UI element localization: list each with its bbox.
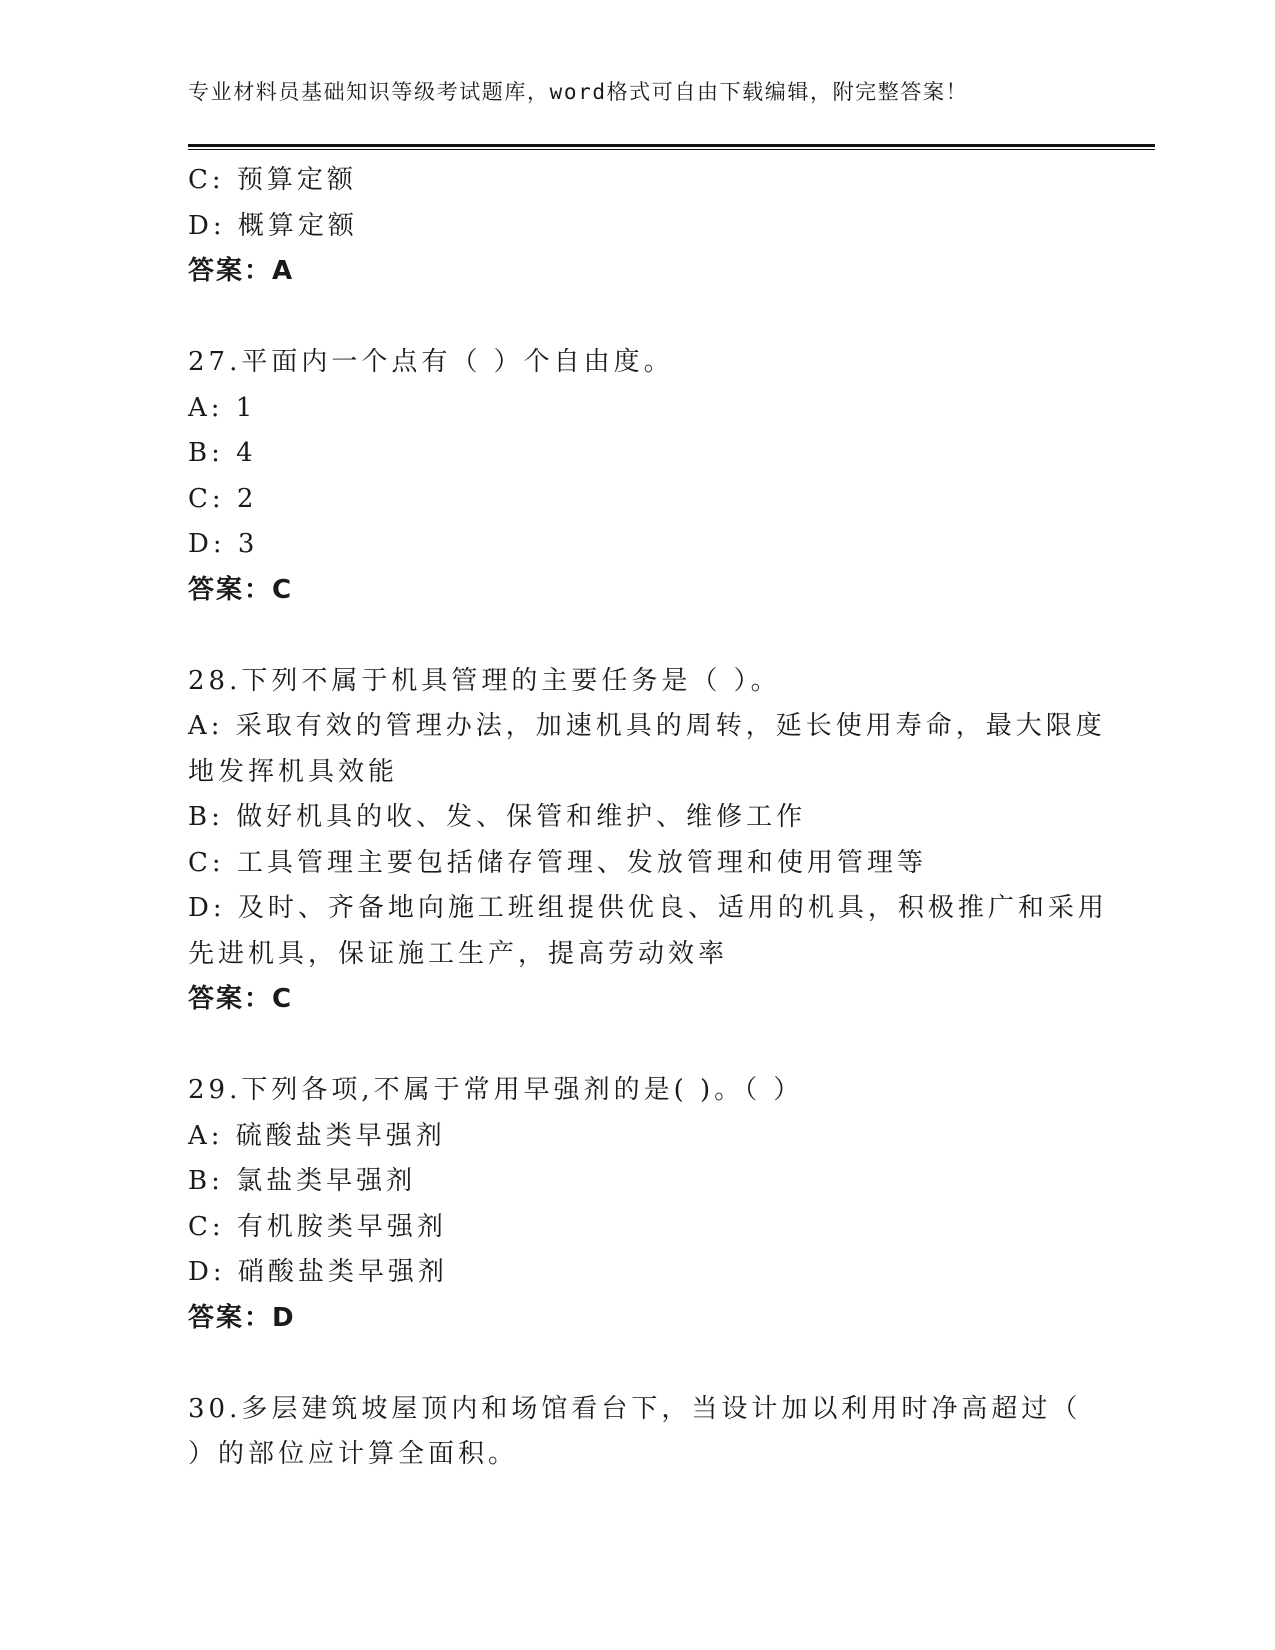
header-divider	[188, 144, 1155, 151]
question-30	[188, 1387, 1088, 1478]
option-c: C: 有机胺类早强剂	[188, 1211, 447, 1242]
option-a: A: 硫酸盐类早强剂	[188, 1120, 446, 1151]
option-c: C: 预算定额	[188, 165, 357, 195]
question-stem: 29.下列各项,不属于常用早强剂的是( )。（ ）	[188, 1075, 804, 1105]
question-stem-continued: ）的部位应计算全面积。	[188, 1439, 519, 1469]
option-d: D: 概算定额	[188, 210, 358, 241]
page-header: 专业材料员基础知识等级考试题库，word格式可自由下载编辑，附完整答案！	[188, 80, 969, 104]
option-a: A: 1	[188, 392, 257, 423]
question-stem: 27.平面内一个点有（ ）个自由度。	[188, 347, 674, 377]
question-26-tail	[188, 158, 1088, 295]
option-a-continued: 地发挥机具效能	[188, 756, 399, 787]
option-d: D: 硝酸盐类早强剂	[188, 1257, 448, 1287]
question-27	[188, 340, 1088, 613]
question-stem: 28.下列不属于机具管理的主要任务是（ ）。	[188, 665, 781, 696]
answer-line: 答案：D	[188, 1302, 296, 1333]
question-stem: 30.多层建筑坡屋顶内和场馆看台下，当设计加以利用时净高超过（	[188, 1393, 1082, 1424]
question-28	[188, 659, 1108, 1023]
option-b: B: 4	[188, 438, 257, 468]
answer-line: 答案：C	[188, 984, 294, 1014]
question-29	[188, 1068, 1088, 1341]
option-c: C: 工具管理主要包括储存管理、发放管理和使用管理等	[188, 847, 927, 878]
option-d-continued: 先进机具，保证施工生产，提高劳动效率	[188, 938, 729, 969]
option-c: C: 2	[188, 483, 258, 514]
option-d: D: 及时、齐备地向施工班组提供优良、适用的机具，积极推广和采用	[188, 893, 1108, 923]
option-b: B: 氯盐类早强剂	[188, 1166, 417, 1196]
answer-line: 答案：C	[188, 574, 294, 605]
answer-line: 答案：A	[188, 256, 295, 286]
option-a: A: 采取有效的管理办法，加速机具的周转，延长使用寿命，最大限度	[188, 711, 1106, 741]
question-list	[188, 158, 1108, 1478]
option-d: D: 3	[188, 529, 259, 559]
option-b: B: 做好机具的收、发、保管和维护、维修工作	[188, 802, 807, 832]
